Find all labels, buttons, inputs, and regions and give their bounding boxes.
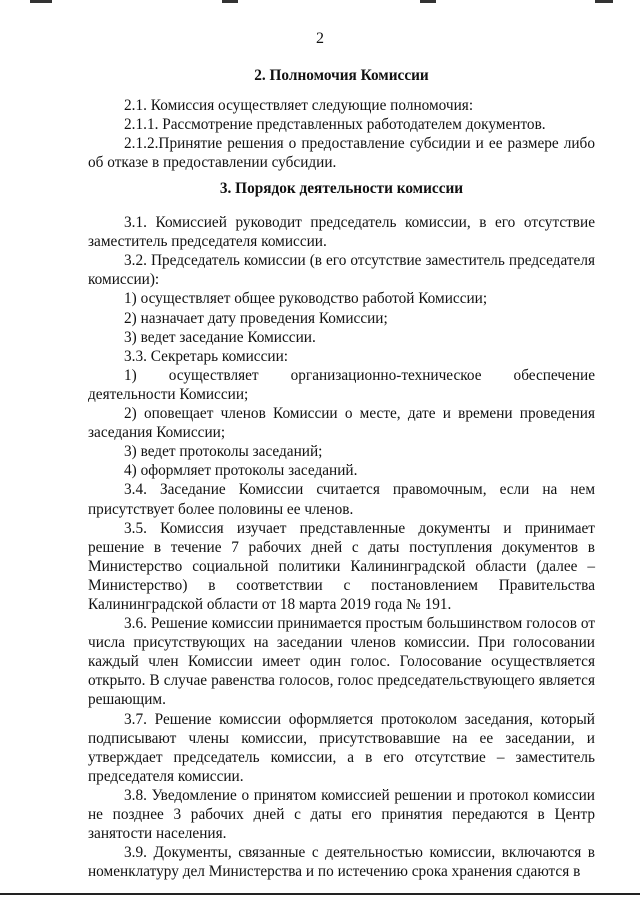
- paragraph: 1) осуществляет организационно-техническое обеспечение деятельности Комиссии;: [88, 366, 595, 403]
- paragraph: 2) назначает дату проведения Комиссии;: [124, 309, 388, 327]
- paragraph: 3) ведет протоколы заседаний;: [124, 443, 323, 461]
- page-number: 2: [316, 30, 324, 47]
- section-heading: 3. Порядок деятельности комиссии: [219, 180, 464, 197]
- scan-mark: [595, 0, 613, 3]
- paragraph: 3.9. Документы, связанные с деятельностью комиссии, включаются в номенклатуру дел Министерства и по истечению срока хранения сдаются в: [88, 844, 595, 881]
- paragraph: 3.7. Решение комиссии оформляется протоколом заседания, который подписывают члены комиссии, присутствовавшие на ее заседании, и утверждает председатель комиссии, а в его отсутствие – заместитель председателя комиссии.: [88, 710, 595, 785]
- paragraph: 2.1. Комиссия осуществляет следующие полномочия:: [124, 97, 474, 115]
- paragraph: 3.2. Председатель комиссии (в его отсутствие заместитель председателя комиссии):: [88, 252, 595, 289]
- section-heading: 2. Полномочия Комиссии: [254, 67, 429, 84]
- paragraph: 3.3. Секретарь комиссии:: [124, 347, 289, 365]
- paragraph: 2.1.1. Рассмотрение представленных работодателем документов.: [124, 116, 546, 134]
- paragraph: 3.8. Уведомление о принятом комиссией решении и протокол комиссии не позднее 3 рабочих дней с даты его принятия передаются в Центр занятости населения.: [88, 786, 595, 843]
- paragraph: 3.1. Комиссией руководит председатель комиссии, в его отсутствие заместитель председателя комиссии.: [88, 214, 595, 251]
- paragraph: 3.5. Комиссия изучает представленные документы и принимает решение в течение 7 рабочих дней с даты поступления документов в Министерство социальной политики Калининградской области (далее – Министерство) в соответствии с постановлением Правительства Калининградской области от 18 марта 2019 года № 191.: [88, 519, 595, 613]
- scan-mark: [30, 0, 52, 3]
- paragraph: 2) оповещает членов Комиссии о месте, дате и времени проведения заседания Комиссии;: [88, 405, 595, 442]
- paragraph: 4) оформляет протоколы заседаний.: [124, 462, 358, 480]
- scan-mark: [420, 0, 436, 3]
- paragraph: 3.4. Заседание Комиссии считается правомочным, если на нем присутствует более половины ее членов.: [88, 481, 595, 518]
- scan-edge-line: [0, 893, 640, 895]
- paragraph: 1) осуществляет общее руководство работой Комиссии;: [124, 290, 488, 308]
- paragraph: 2.1.2.Принятие решения о предоставление субсидии и ее размере либо об отказе в предоставлении субсидии.: [88, 135, 595, 172]
- section-2: [88, 66, 595, 172]
- scan-mark: [222, 0, 238, 3]
- paragraph: 3) ведет заседание Комиссии.: [124, 328, 316, 346]
- paragraph: 3.6. Решение комиссии принимается простым большинством голосов от числа присутствующих на заседании членов комиссии. При голосовании каждый член Комиссии имеет один голос. Голосование осуществляется открыто. В случае равенства голосов, голос председательствующего является решающим.: [88, 615, 595, 709]
- section-3: [88, 179, 595, 881]
